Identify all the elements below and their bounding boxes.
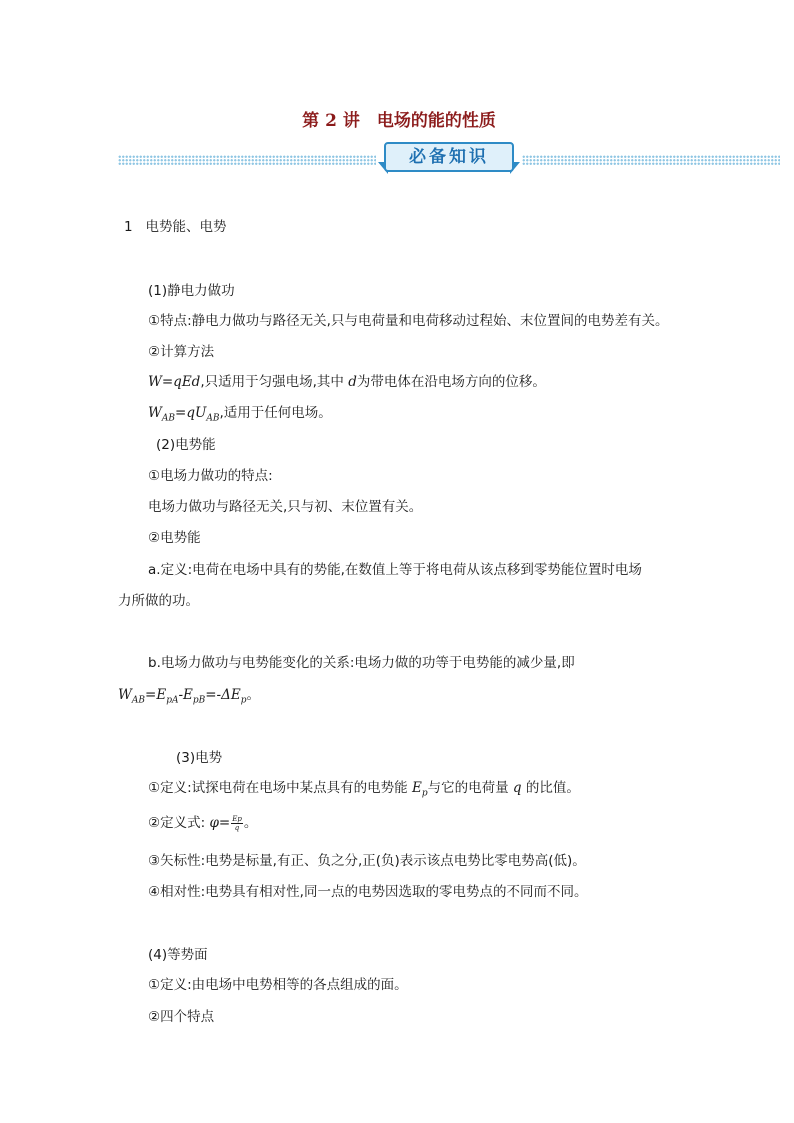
circled-number: ① bbox=[148, 313, 161, 329]
p3-line3-text: 矢标性:电势是标量,有正、负之分,正(负)表示该点电势比零电势高(低)。 bbox=[160, 853, 586, 869]
section-label: 电势能、电势 bbox=[145, 219, 227, 235]
formula-w: W bbox=[148, 405, 162, 421]
p1-line2-text: 计算方法 bbox=[160, 344, 215, 360]
p3-line1-text3: 的比值。 bbox=[525, 780, 580, 796]
sub-ab: AB bbox=[131, 695, 146, 706]
p4-line1 bbox=[148, 976, 408, 994]
section-heading bbox=[124, 218, 226, 236]
p3-line2-text: 定义式: bbox=[160, 815, 206, 831]
p3-line3 bbox=[148, 852, 586, 870]
p1-line1 bbox=[148, 312, 668, 330]
p1-line2 bbox=[148, 343, 214, 361]
circled-number: ③ bbox=[148, 853, 161, 869]
sub-pa: pA bbox=[166, 695, 179, 706]
fraction bbox=[231, 815, 243, 832]
p1-line4 bbox=[148, 404, 332, 428]
p2-line5: 力所做的功。 bbox=[118, 593, 199, 609]
circled-number: ① bbox=[148, 468, 161, 484]
circled-number: ② bbox=[148, 344, 161, 360]
fraction-denominator: q bbox=[234, 823, 240, 832]
formula-w: W bbox=[118, 687, 132, 703]
circled-number: ② bbox=[148, 815, 161, 831]
p2-line1 bbox=[148, 467, 273, 485]
sub-p: p bbox=[421, 788, 428, 799]
period: 。 bbox=[246, 687, 260, 703]
p3-line1 bbox=[148, 779, 580, 803]
p2-line3-text: 电势能 bbox=[160, 530, 201, 546]
p1-line1-text: 特点:静电力做功与路径无关,只与电荷量和电荷移动过程始、末位置间的电势差有关。 bbox=[160, 313, 669, 329]
formula-e: =E bbox=[145, 687, 167, 703]
section-banner bbox=[378, 140, 520, 178]
sub-p: p bbox=[240, 695, 247, 706]
section-number: 1 bbox=[124, 219, 133, 235]
p2-line7 bbox=[118, 686, 260, 710]
p2-line6: b.电场力做功与电势能变化的关系:电场力做的功等于电势能的减少量,即 bbox=[148, 655, 575, 671]
circled-number: ② bbox=[148, 530, 161, 546]
sub-ab: AB bbox=[206, 413, 220, 424]
p3-heading: (3)电势 bbox=[176, 750, 223, 766]
page-title: 第 2 讲 电场的能的性质 bbox=[302, 111, 496, 131]
p2-line2: 电场力做功与路径无关,只与初、末位置有关。 bbox=[148, 499, 423, 515]
formula-e: -E bbox=[178, 687, 193, 703]
var-e: E bbox=[411, 780, 422, 796]
period: 。 bbox=[243, 815, 258, 831]
circled-number: ② bbox=[148, 1009, 161, 1025]
var-d: d bbox=[348, 374, 357, 390]
circled-number: ④ bbox=[148, 884, 161, 900]
p4-line2 bbox=[148, 1008, 214, 1026]
p2-line1-text: 电场力做功的特点: bbox=[160, 468, 273, 484]
p1-line3 bbox=[148, 373, 546, 391]
p4-line2-text: 四个特点 bbox=[160, 1009, 215, 1025]
sub-ab: AB bbox=[161, 413, 176, 424]
circled-number: ① bbox=[148, 977, 161, 993]
formula-phi: φ= bbox=[209, 815, 231, 831]
p1-line4-text: ,适用于任何电场。 bbox=[219, 405, 332, 421]
dotted-divider-left bbox=[118, 155, 376, 165]
circled-number: ① bbox=[148, 780, 161, 796]
p4-heading: (4)等势面 bbox=[148, 947, 208, 963]
formula-qu: =qU bbox=[175, 405, 207, 421]
banner-label: 必备知识 bbox=[384, 142, 514, 172]
fraction-numerator: Ep bbox=[232, 814, 242, 823]
var-q: q bbox=[512, 780, 522, 796]
p3-line1-text: 定义:试探电荷在电场中某点具有的电势能 bbox=[160, 780, 408, 796]
dotted-divider-right bbox=[522, 155, 780, 165]
p3-line2 bbox=[148, 814, 257, 832]
p4-line1-text: 定义:由电场中电势相等的各点组成的面。 bbox=[160, 977, 408, 993]
formula-delta-e: =-ΔE bbox=[205, 687, 241, 703]
p2-line4: a.定义:电荷在电场中具有的势能,在数值上等于将电荷从该点移到零势能位置时电场 bbox=[148, 562, 642, 578]
p2-line3 bbox=[148, 529, 201, 547]
sub-pb: pB bbox=[192, 695, 206, 706]
p1-heading: (1)静电力做功 bbox=[148, 283, 235, 299]
p2-heading: (2)电势能 bbox=[156, 437, 216, 453]
p3-line4 bbox=[148, 883, 587, 901]
p3-line1-text2: 与它的电荷量 bbox=[427, 780, 509, 796]
p3-line4-text: 相对性:电势具有相对性,同一点的电势因选取的零电势点的不同而不同。 bbox=[160, 884, 588, 900]
p1-line3-text: ,只适用于匀强电场,其中 bbox=[200, 374, 344, 390]
formula-w-qed: W=qEd bbox=[148, 374, 201, 390]
p1-line3-text2: 为带电体在沿电场方向的位移。 bbox=[356, 374, 546, 390]
